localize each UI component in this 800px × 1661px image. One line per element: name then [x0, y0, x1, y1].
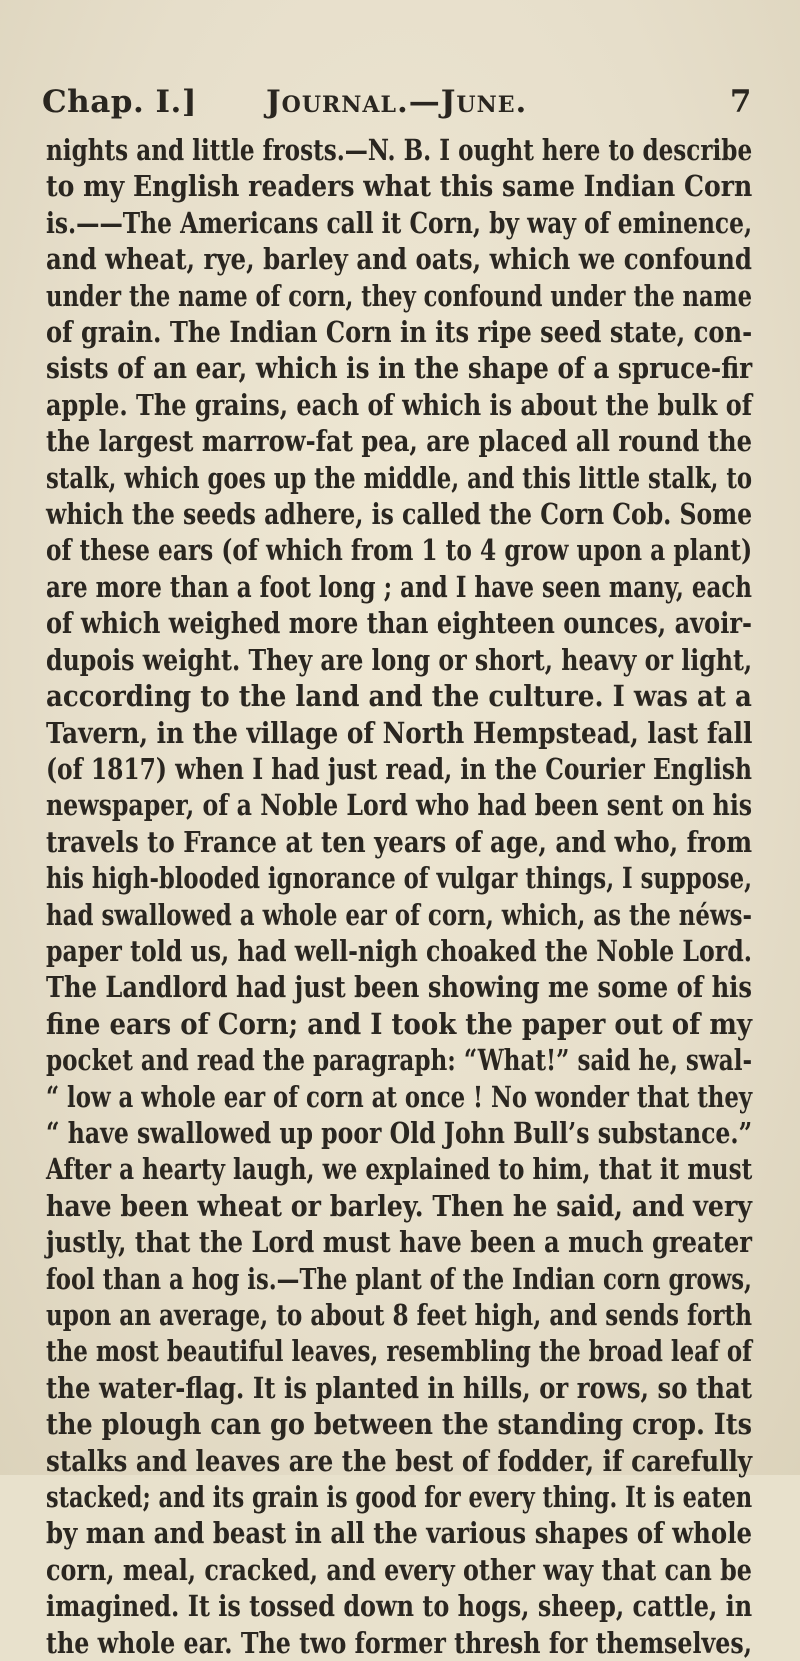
text-line: justly, that the Lord must have been a much greater	[46, 1225, 752, 1260]
text-line: under the name of corn, they confound under the name	[46, 278, 753, 313]
text-line: The Landlord had just been showing me some of his	[46, 970, 752, 1005]
text-line: stalks and leaves are the best of fodder, if carefully	[46, 1443, 753, 1478]
text-line: which the seeds adhere, is called the Corn Cob. Some	[46, 497, 753, 532]
text-line: pocket and read the paragraph: “What!” said he, swal-	[46, 1043, 753, 1078]
text-line: fool than a hog is.—The plant of the Indian corn grows,	[46, 1261, 752, 1296]
text-line: of grain. The Indian Corn in its ripe seed state, con-	[46, 315, 753, 350]
text-line: the water-flag. It is planted in hills, or rows, so that	[46, 1370, 752, 1405]
chapter-label: Chap. I.]	[42, 84, 198, 120]
text-line: paper told us, had well-nigh choaked the Noble Lord.	[46, 933, 753, 968]
text-line: are more than a foot long ; and I have seen many, each	[46, 569, 753, 604]
text-line: stacked; and its grain is good for every thing. It is eaten	[46, 1480, 753, 1515]
text-line: of which weighed more than eighteen ounces, avoir-	[46, 606, 753, 641]
text-line: apple. The grains, each of which is about the bulk of	[46, 387, 753, 422]
text-line: sists of an ear, which is in the shape of a spruce-fir	[46, 351, 753, 386]
text-line: the plough can go between the standing crop. Its	[46, 1407, 752, 1442]
text-line: according to the land and the culture. I was at a	[46, 679, 752, 714]
text-line: newspaper, of a Noble Lord who had been sent on his	[46, 788, 753, 823]
text-line: by man and beast in all the various shapes of whole	[46, 1516, 753, 1551]
text-line: the most beautiful leaves, resembling the broad leaf of	[46, 1334, 753, 1369]
text-line: fine ears of Corn; and I took the paper out of my	[46, 1006, 753, 1041]
text-line: the whole ear. The two former thresh for themselves,	[46, 1625, 752, 1660]
text-line: to my English readers what this same Indian Corn	[46, 169, 753, 204]
text-line: travels to France at ten years of age, and who, from	[46, 824, 753, 859]
text-line: had swallowed a whole ear of corn, which, as the néws-	[46, 897, 753, 932]
text-line: “ have swallowed up poor Old John Bull’s substance.”	[46, 1115, 753, 1150]
text-line: nights and little frosts.—N. B. I ought here to describe	[46, 133, 753, 167]
text-line: “ low a whole ear of corn at once ! No wonder that they	[46, 1079, 753, 1114]
text-line: After a hearty laugh, we explained to him, that it must	[46, 1152, 753, 1187]
running-title: Journal.—June.	[266, 84, 528, 120]
running-header	[42, 84, 752, 124]
text-line: have been wheat or barley. Then he said, and very	[46, 1188, 752, 1223]
body-text	[46, 132, 752, 1661]
text-line: and wheat, rye, barley and oats, which we confound	[46, 242, 753, 277]
text-line: of these ears (of which from 1 to 4 grow upon a plant)	[46, 533, 753, 568]
text-line: his high-blooded ignorance of vulgar things, I suppose,	[46, 861, 753, 896]
text-line: upon an average, to about 8 feet high, and sends forth	[46, 1298, 753, 1332]
text-line: the largest marrow-fat pea, are placed all round the	[46, 424, 752, 459]
text-line: Tavern, in the village of North Hempstead, last fall	[46, 715, 753, 750]
text-line: is.——The Americans call it Corn, by way of eminence,	[46, 205, 753, 240]
text-line: imagined. It is tossed down to hogs, sheep, cattle, in	[46, 1589, 753, 1624]
page-number: 7	[729, 84, 752, 120]
text-line: (of 1817) when I had just read, in the Courier English	[46, 751, 752, 786]
text-line: stalk, which goes up the middle, and this little stalk, to	[46, 460, 753, 495]
text-line: dupois weight. They are long or short, heavy or light,	[46, 642, 753, 677]
text-line: corn, meal, cracked, and every other way that can be	[46, 1552, 752, 1587]
